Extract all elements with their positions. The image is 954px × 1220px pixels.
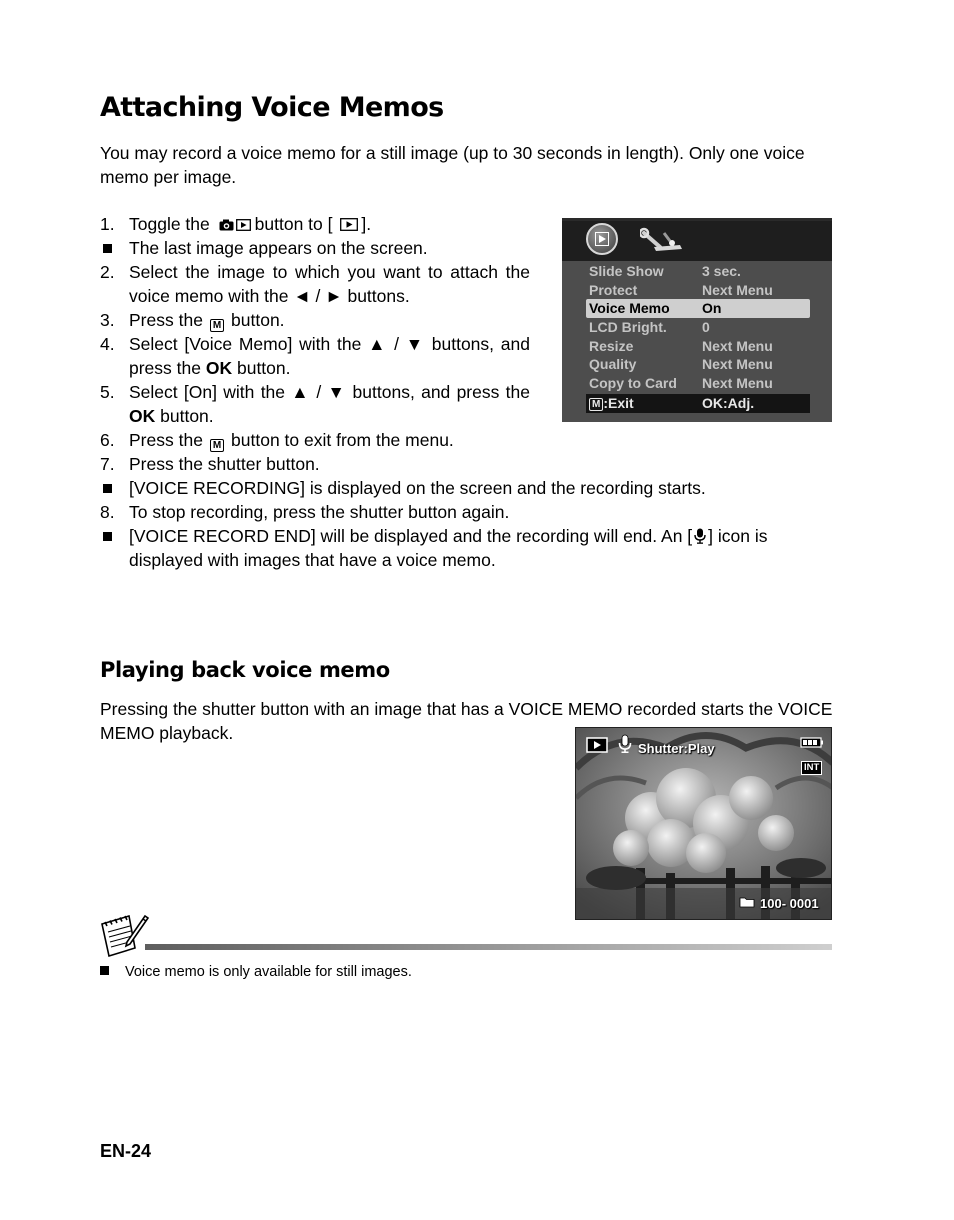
playback-paragraph: Pressing the shutter button with an image that has a VOICE MEMO recorded starts the VOICE MEMO playback.: [100, 699, 833, 743]
note-text: Voice memo is only available for still images.: [125, 964, 412, 980]
microphone-icon: [694, 528, 706, 544]
step-text: Toggle the: [129, 214, 210, 234]
bullet-square: [103, 244, 112, 253]
step-7-note: [100, 476, 835, 500]
menu-button-icon: M: [589, 398, 603, 411]
step-number: 4.: [100, 334, 115, 354]
note-text: The last image appears on the screen.: [129, 238, 428, 258]
camera-menu-screenshot: [562, 218, 832, 422]
menu-row-label: Copy to Card: [589, 375, 677, 392]
note-text: [VOICE RECORDING] is displayed on the screen and the recording starts.: [129, 478, 706, 498]
step-number: 7.: [100, 454, 115, 474]
section-title: Playing back voice memo: [100, 658, 390, 682]
flower-photo: [576, 728, 832, 920]
menu-row-value: 3 sec.: [702, 263, 741, 279]
menu-row-label: Protect: [589, 281, 638, 298]
shutter-play-hint: Shutter:Play: [638, 741, 715, 756]
menu-row: [586, 355, 810, 374]
step-number: 3.: [100, 310, 115, 330]
step-text-part: button.: [236, 358, 291, 378]
step-7: [100, 452, 835, 476]
step-8: [100, 500, 835, 524]
menu-row-value: Next Menu: [702, 375, 773, 392]
battery-icon: [800, 737, 824, 748]
playback-screenshot: [575, 727, 832, 920]
menu-row: [586, 281, 810, 300]
step-text: Press the: [129, 310, 203, 330]
internal-memory-icon: INT: [801, 761, 822, 775]
menu-row: [586, 262, 810, 281]
page-number: EN-24: [100, 1141, 152, 1161]
step-text: ].: [361, 214, 372, 234]
setup-tools-icon: [640, 227, 684, 253]
step-text: button to [: [254, 214, 333, 234]
menu-row: [586, 299, 810, 318]
menu-row-label: Quality: [589, 356, 637, 373]
step-text-part: Select [On] with the ▲ / ▼ buttons, and press the: [129, 382, 530, 402]
bullet-square: [103, 532, 112, 541]
playback-icon: [340, 218, 358, 231]
playback-tab-icon: [586, 223, 618, 255]
note-text: ] icon is displayed with images that have a voice memo.: [129, 526, 768, 570]
step-number: 5.: [100, 382, 115, 402]
menu-footer-adjust: OK:Adj.: [702, 394, 755, 411]
menu-row: [586, 337, 810, 356]
note-divider: [145, 944, 832, 950]
menu-button-icon: M: [210, 319, 224, 332]
menu-row-label: Voice Memo: [589, 300, 670, 317]
playback-mode-icon: [586, 737, 608, 753]
step-text: [129, 332, 530, 380]
step-text: button to exit from the menu.: [231, 430, 454, 450]
bullet-square: [100, 966, 109, 975]
playback-icon: [236, 219, 251, 231]
page-title: Attaching Voice Memos: [100, 92, 444, 123]
menu-row-label: Resize: [589, 337, 634, 354]
voice-memo-icon: [618, 734, 632, 754]
step-number: 6.: [100, 430, 115, 450]
step-text: To stop recording, press the shutter button again.: [129, 502, 510, 522]
menu-row-label: Slide Show: [589, 263, 664, 279]
camera-icon: [219, 219, 234, 231]
notepad-pencil-icon: [99, 912, 149, 958]
menu-row: [586, 374, 810, 393]
menu-footer: [586, 394, 810, 413]
note: [100, 962, 412, 982]
ok-label: OK: [129, 406, 156, 426]
menu-tab-bar: [562, 221, 832, 261]
menu-row: [586, 318, 810, 337]
folder-icon: [739, 896, 755, 908]
menu-row-value: Next Menu: [702, 337, 773, 354]
menu-row-label: LCD Bright.: [589, 319, 667, 336]
exit-label: :Exit: [603, 394, 634, 411]
step-text: Press the: [129, 430, 203, 450]
step-number: 1.: [100, 214, 115, 234]
step-text: button.: [231, 310, 285, 330]
step-8-note: [100, 524, 835, 572]
menu-row-value: 0: [702, 319, 710, 336]
step-6: [100, 428, 835, 452]
menu-footer-exit: [589, 394, 634, 413]
file-number: 100- 0001: [760, 896, 819, 911]
intro-paragraph: You may record a voice memo for a still image (up to 30 seconds in length). Only one voice memo per image.: [100, 143, 805, 187]
step-text: Select the image to which you want to attach the voice memo with the ◄ / ► buttons.: [129, 262, 530, 306]
menu-row-value: On: [702, 300, 722, 317]
step-text: Press the shutter button.: [129, 454, 320, 474]
ok-label: OK: [205, 358, 233, 378]
bullet-square: [103, 484, 112, 493]
step-text-part: button.: [160, 406, 214, 426]
step-number: 8.: [100, 502, 115, 522]
menu-button-icon: M: [210, 439, 224, 452]
note-text: [VOICE RECORD END] will be displayed and the recording will end. An [: [129, 526, 693, 546]
menu-row-value: Next Menu: [702, 281, 773, 298]
menu-list: [586, 262, 810, 413]
step-text-part: Select [Voice Memo] with the ▲ / ▼ buttons, and press the: [129, 334, 530, 378]
step-number: 2.: [100, 262, 115, 282]
step-text: [129, 380, 530, 428]
menu-row-value: Next Menu: [702, 356, 773, 373]
